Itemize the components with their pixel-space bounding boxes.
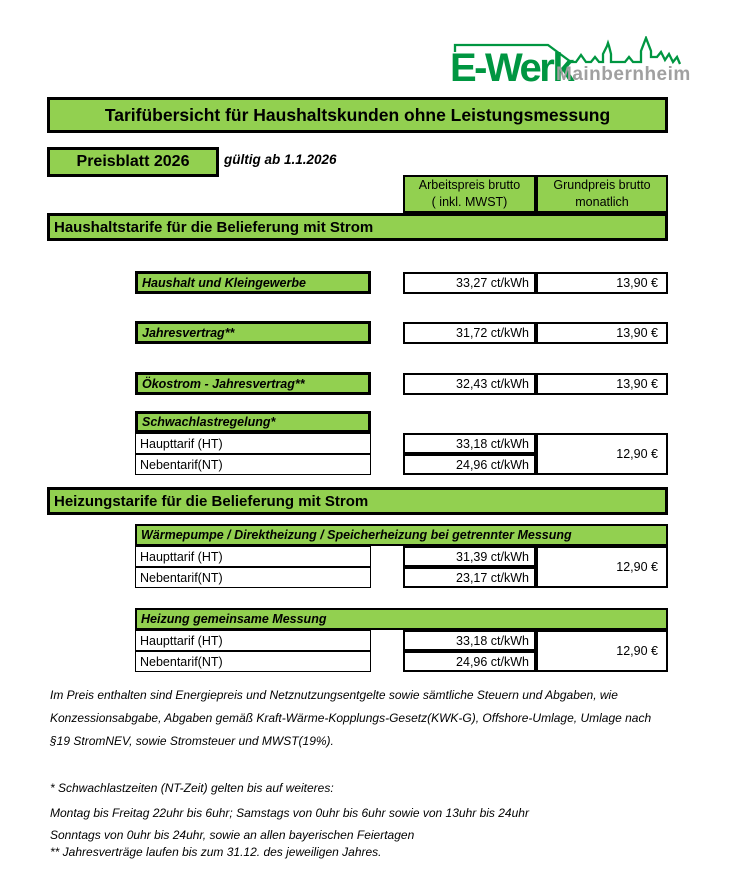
column-header-grundpreis <box>536 175 668 213</box>
group-header-schwachlastregelung: Schwachlastregelung* <box>135 411 371 433</box>
arbeitspreis-cell: 24,96 ct/kWh <box>403 651 536 672</box>
arbeitspreis-cell: 24,96 ct/kWh <box>403 454 536 475</box>
page-title: Tarifübersicht für Haushaltskunden ohne Leistungsmessung <box>47 97 668 133</box>
column-header-arbeitspreis <box>403 175 536 213</box>
arbeitspreis-cell: 33,18 ct/kWh <box>403 630 536 651</box>
tariff-label-nebentarif: Nebentarif(NT) <box>135 454 371 475</box>
preisblatt-label: Preisblatt 2026 <box>47 147 219 177</box>
arbeitspreis-cell: 32,43 ct/kWh <box>403 373 536 395</box>
tariff-label-haupttarif: Haupttarif (HT) <box>135 433 371 454</box>
arbeitspreis-cell: 31,72 ct/kWh <box>403 322 536 344</box>
tariff-label-oekostrom-jahresvertrag: Ökostrom - Jahresvertrag** <box>135 372 371 395</box>
arbeitspreis-cell: 23,17 ct/kWh <box>403 567 536 588</box>
arbeitspreis-cell: 33,18 ct/kWh <box>403 433 536 454</box>
tariff-label-jahresvertrag: Jahresvertrag** <box>135 321 371 344</box>
grundpreis-cell: 13,90 € <box>536 272 668 294</box>
arbeitspreis-cell: 31,39 ct/kWh <box>403 546 536 567</box>
group-header-heizung-gemeinsam: Heizung gemeinsame Messung <box>135 608 668 630</box>
column-header-arbeitspreis-line1: Arbeitspreis brutto <box>418 177 521 192</box>
tariff-label-nebentarif: Nebentarif(NT) <box>135 651 371 672</box>
footnote-weekday-times: Montag bis Freitag 22uhr bis 6uhr; Samstags von 0uhr bis 6uhr sowie von 13uhr bis 24uhr <box>50 806 529 820</box>
section-header-heizungstarife: Heizungstarife für die Belieferung mit Strom <box>47 487 668 515</box>
grundpreis-cell: 13,90 € <box>536 373 668 395</box>
price-inclusion-note: Im Preis enthalten sind Energiepreis und Netznutzungsentgelte sowie sämtliche Steuern und Abgaben, wie Konzessionsabgabe, Abgaben gemäß Kraft-Wärme-Kopplungs-Gesetz(KWK-G), Offshore-Umlage, Umlage nach §19 StromNEV, sowie Stromsteuer und MWST(19%). <box>50 688 652 748</box>
grundpreis-merged-cell: 12,90 € <box>536 546 668 588</box>
column-header-grundpreis-line2: monatlich <box>575 195 629 209</box>
tariff-label-haupttarif: Haupttarif (HT) <box>135 630 371 651</box>
column-header-arbeitspreis-line2: ( inkl. MWST) <box>431 195 508 209</box>
footnote-schwachlastzeiten: * Schwachlastzeiten (NT-Zeit) gelten bis auf weiteres: <box>50 781 334 795</box>
grundpreis-merged-cell: 12,90 € <box>536 433 668 475</box>
logo-town: Mainbernheim <box>556 64 691 85</box>
footnote-jahresvertraege: ** Jahresverträge laufen bis zum 31.12. des jeweiligen Jahres. <box>50 845 382 859</box>
grundpreis-cell: 13,90 € <box>536 322 668 344</box>
valid-from-note: gültig ab 1.1.2026 <box>224 152 337 167</box>
company-logo <box>448 36 693 92</box>
logo-brand: E-Werk <box>450 46 573 90</box>
arbeitspreis-cell: 33,27 ct/kWh <box>403 272 536 294</box>
tariff-label-haupttarif: Haupttarif (HT) <box>135 546 371 567</box>
group-header-waermepumpe: Wärmepumpe / Direktheizung / Speicherheizung bei getrennter Messung <box>135 524 668 546</box>
section-header-haushaltstarife: Haushaltstarife für die Belieferung mit Strom <box>47 213 668 241</box>
footnote-sunday-times: Sonntags von 0uhr bis 24uhr, sowie an allen bayerischen Feiertagen <box>50 828 415 842</box>
column-header-grundpreis-line1: Grundpreis brutto <box>553 177 651 192</box>
grundpreis-merged-cell: 12,90 € <box>536 630 668 672</box>
tariff-label-nebentarif: Nebentarif(NT) <box>135 567 371 588</box>
tariff-label-haushalt-kleingewerbe: Haushalt und Kleingewerbe <box>135 271 371 294</box>
